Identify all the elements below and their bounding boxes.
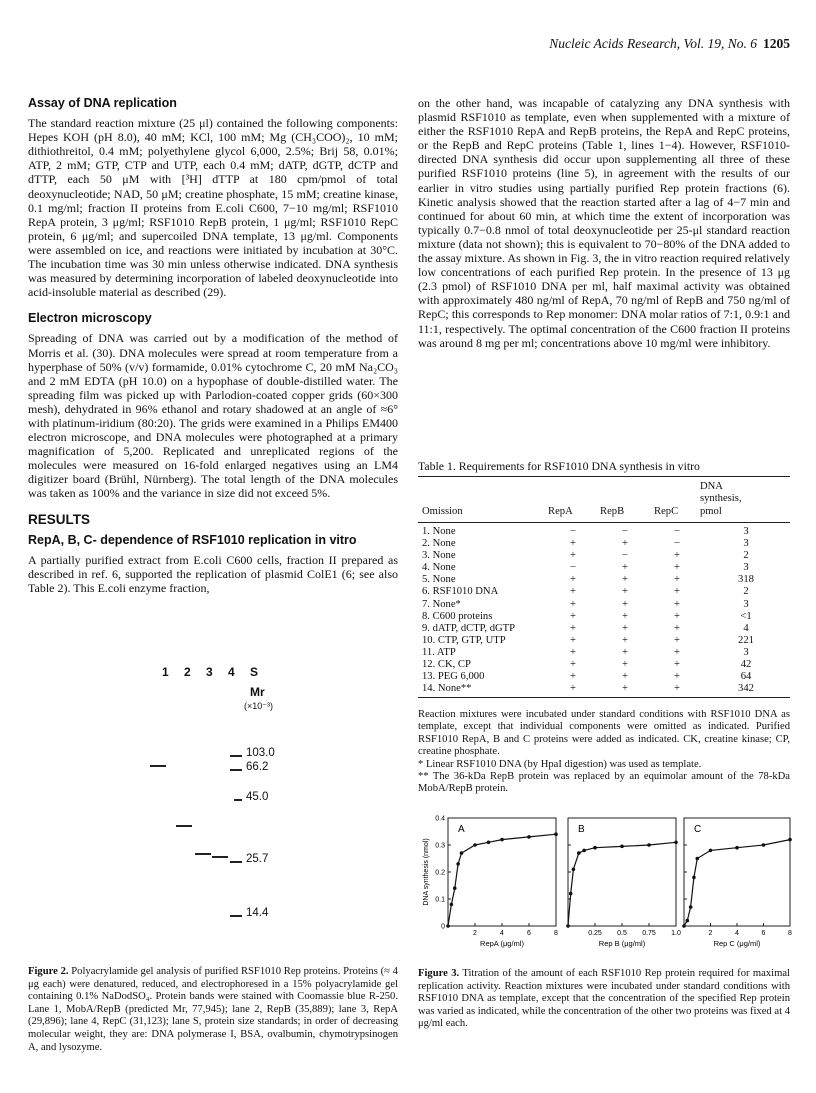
- data-point: [674, 841, 678, 845]
- table-cell: 3: [743, 598, 749, 610]
- table-row: [418, 647, 790, 659]
- data-point: [577, 851, 581, 855]
- data-point: [453, 886, 457, 890]
- table-cell: +: [674, 671, 680, 683]
- table-cell: +: [570, 598, 576, 610]
- table-cell: −: [622, 526, 628, 537]
- x-tick-label: 1.0: [671, 930, 681, 937]
- data-point: [647, 843, 651, 847]
- x-axis-label: Rep B (μg/ml): [598, 939, 646, 948]
- x-tick-label: 4: [735, 930, 739, 937]
- x-tick-label: 8: [788, 930, 792, 937]
- data-point: [695, 857, 699, 861]
- x-tick-label: 0.75: [642, 930, 656, 937]
- table-cell: +: [570, 550, 576, 562]
- marker-band-103: [230, 755, 242, 757]
- table-cell: +: [674, 683, 680, 695]
- gel-lane-labels: 1 2 3 4 S: [162, 665, 265, 679]
- table-cell: 3. None: [422, 550, 456, 562]
- table1-top-rule: [418, 476, 790, 477]
- table-cell: 5. None: [422, 574, 456, 586]
- x-tick-label: 8: [554, 930, 558, 937]
- table1: [418, 526, 790, 695]
- figure2-label: Figure 2.: [28, 966, 69, 977]
- marker-band-25: [230, 861, 242, 863]
- table-cell: 2: [743, 550, 749, 562]
- table-cell: 318: [738, 574, 754, 586]
- data-point: [788, 838, 792, 842]
- table-cell: +: [622, 683, 628, 695]
- x-tick-label: 6: [761, 930, 766, 937]
- table-cell: +: [570, 574, 576, 586]
- marker-label-25: 25.7: [246, 853, 269, 865]
- table-cell: +: [674, 634, 680, 646]
- table-cell: 11. ATP: [422, 646, 456, 658]
- table1-header-synthesis: DNA synthesis, pmol: [700, 481, 742, 517]
- gel-figure: [150, 665, 330, 935]
- table-row: [418, 683, 790, 695]
- journal-citation: Nucleic Acids Research, Vol. 19, No. 6: [549, 36, 757, 51]
- data-point: [527, 835, 531, 839]
- table-cell: +: [622, 538, 628, 550]
- table-cell: +: [570, 622, 576, 634]
- data-point: [456, 862, 460, 866]
- gel-mr-unit: (×10⁻³): [244, 701, 274, 711]
- figure2-caption: [28, 966, 398, 1054]
- figure3-label: Figure 3.: [418, 968, 460, 979]
- em-paragraph: Spreading of DNA was carried out by a modification of the method of Morris et al. (30). DNA molecules were spread at room temperature from a hyperphase of 50% (v/v) formamide, 0.01% cytochrome C, 20 mM Na₂CO₃ and 2 mM EDTA (pH 10.0) on a hypophase of double-distilled water. The spreading film was picked up with Parlodion-coated copper grids (60×300 mesh), dehydrated in 96% ethanol and rotary shadowed at an angle of ≈6° with platinum-iridium (80:20). The grids were examined in a Philips EM400 electron microscope, and DNA molecules were photographed at a primary magnification of 5,200. Replicated and unreplicated regions of the molecules were measured on 16-fold enlarged negatives using an LM4 digitizer board (Brühl, Nürnberg). The total length of the DNA molecules was taken as 100% and the variance in size did not exceed 5%.: [28, 331, 398, 501]
- assay-heading: Assay of DNA replication: [28, 96, 177, 110]
- data-point: [762, 843, 766, 847]
- figure3-chart: [418, 812, 798, 958]
- table-cell: +: [622, 598, 628, 610]
- y-tick-label: 0.4: [435, 815, 445, 823]
- table-row: [418, 526, 790, 538]
- data-point: [682, 924, 686, 928]
- table-cell: +: [570, 683, 576, 695]
- right-paragraph: on the other hand, was incapable of catalyzing any DNA synthesis with plasmid RSF1010 as template, even when supplemented with a mixture of either the RSF1010 RepA and RepB proteins, the RepA and RepC proteins, or the RepB and RepC proteins (Table 1, lines 1−4). However, RSF1010-directed DNA synthesis did occur upon supplementing all three of these purified RSF1010 proteins (line 5), in agreement with the results of our earlier in vitro studies using partially purified Rep protein fractions (6). Kinetic analysis showed that the reaction started after a lag of 4−7 min and continued for about 60 min, at which time the extent of incorporation was typically 0.7−0.8 nmol of total deoxynucleotide per 25-μl standard reaction mixture (data not shown); this is equivalent to 70−80% of the DNA added to the assay mixture. As shown in Fig. 3, the in vitro reaction required relatively low concentrations of each purified Rep protein. In the presence of 13 μg (2.3 pmol) of RSF1010 DNA per ml, half maximal activity was obtained with approximately 480 ng/ml of RepA, 70 ng/ml of RepB and 750 ng/ml of RepC; this corresponds to Rep monomer: DNA molar ratios of 7:1, 0.9:1 and 11:1, respectively. The optimal concentration of the C600 fraction II proteins was around 8 mg per ml; concentrations above 10 mg/ml were inhibitory.: [418, 96, 790, 350]
- table-cell: −: [674, 538, 680, 550]
- table-cell: +: [570, 538, 576, 550]
- table-cell: +: [622, 646, 628, 658]
- marker-label-45: 45.0: [246, 791, 269, 803]
- table1-title: Table 1. Requirements for RSF1010 DNA synthesis in vitro: [418, 459, 700, 473]
- data-point: [554, 832, 558, 836]
- table-row: [418, 671, 790, 683]
- table-row: [418, 611, 790, 623]
- x-axis-label: Rep C (μg/ml): [713, 939, 761, 948]
- table-cell: 42: [740, 659, 752, 671]
- x-tick-label: 0.5: [617, 930, 627, 937]
- data-point: [735, 846, 739, 850]
- data-point: [593, 846, 597, 850]
- table-cell: −: [570, 526, 576, 537]
- gel-band-lane2: [212, 856, 228, 858]
- data-point: [487, 841, 491, 845]
- table-cell: 342: [738, 683, 754, 695]
- table-row: [418, 550, 790, 562]
- panel-letter: A: [458, 824, 465, 835]
- table-cell: 3: [743, 538, 749, 550]
- table-cell: −: [674, 526, 680, 537]
- table-cell: +: [570, 659, 576, 671]
- x-tick-label: 2: [473, 930, 477, 937]
- marker-band-14: [230, 915, 242, 917]
- table-cell: −: [622, 550, 628, 562]
- table-cell: +: [674, 550, 680, 562]
- y-tick-label: 0: [441, 923, 445, 931]
- results-paragraph: A partially purified extract from E.coli C600 cells, fraction II prepared as described in ref. 6, supported the replication of plasmid ColE1 (6; see also Table 2). This E.coli enzyme fraction,: [28, 552, 398, 595]
- figure2-caption-text: Polyacrylamide gel analysis of purified RSF1010 Rep proteins. Proteins (≈ 4 μg each) were denatured, reduced, and electrophoresed in a 15% polyacrylamide gel containing 0.1% NaDodSO₄. Protein bands were stained with Coomassie blue R-250. Lane 1, MobA/RepB (predicted Mr, 77,945); lane 2, RepB (35,889); lane 3, RepA (29,896); lane 4, RepC (31,123); lane S, protein size standards; in order of decreasing molecular weight, they are: DNA polymerase I, BSA, ovalbumin, chymotrypsinogen A, and lysozyme.: [28, 966, 398, 1053]
- table-row: [418, 574, 790, 586]
- marker-band-66: [230, 769, 242, 771]
- table-cell: +: [622, 634, 628, 646]
- table-cell: −: [570, 562, 576, 574]
- panel-letter: B: [578, 824, 585, 835]
- y-tick-label: 0.3: [435, 842, 445, 850]
- table-cell: +: [622, 659, 628, 671]
- y-tick-label: 0.1: [435, 896, 445, 904]
- right-column: [418, 96, 790, 350]
- series-line-B: [568, 842, 676, 926]
- data-point: [709, 849, 713, 853]
- table-cell: +: [674, 646, 680, 658]
- data-point: [572, 868, 576, 872]
- em-heading: Electron microscopy: [28, 311, 152, 326]
- table-cell: +: [674, 598, 680, 610]
- data-point: [582, 849, 586, 853]
- running-header: [470, 36, 790, 52]
- data-point: [460, 851, 464, 855]
- gel-band-lane1: [150, 765, 166, 767]
- table-cell: 10. CTP, GTP, UTP: [422, 634, 506, 646]
- data-point: [692, 876, 696, 880]
- table-cell: +: [674, 562, 680, 574]
- x-tick-label: 2: [708, 930, 713, 937]
- table-cell: +: [622, 562, 628, 574]
- marker-band-45: [234, 799, 242, 801]
- table-cell: 7. None*: [422, 598, 461, 610]
- panel-letter: C: [694, 824, 702, 835]
- table-cell: +: [674, 659, 680, 671]
- table1-note-text: Reaction mixtures were incubated under standard conditions with RSF1010 DNA as template, except that individual components were omitted as indicated. Purified RSF1010 RepA, B and C proteins were added as indicated. CK, creatine kinase; CP, creatine phosphate.: [418, 709, 790, 758]
- table-cell: +: [570, 610, 576, 622]
- data-point: [450, 903, 454, 907]
- x-axis-label: RepA (μg/ml): [480, 939, 524, 948]
- table1-header: [418, 478, 790, 520]
- data-point: [686, 919, 690, 923]
- table-cell: +: [622, 610, 628, 622]
- data-point: [620, 845, 624, 849]
- series-line-C: [684, 840, 790, 926]
- series-line-A: [448, 834, 556, 926]
- table1-header-repb: RepB: [600, 506, 625, 517]
- data-point: [566, 924, 570, 928]
- y-axis-label: DNA synthesis (nmol): [423, 838, 430, 906]
- table1-header-omission: Omission: [422, 506, 463, 517]
- figure3-caption: [418, 968, 790, 1031]
- x-tick-label: 4: [500, 930, 504, 937]
- table-cell: +: [622, 574, 628, 586]
- marker-label-103: 103.0: [246, 747, 275, 759]
- left-column: [28, 96, 398, 595]
- table-cell: +: [622, 671, 628, 683]
- table-cell: 221: [738, 634, 754, 646]
- table-cell: 2. None: [422, 538, 456, 550]
- x-tick-label: 0.25: [588, 930, 602, 937]
- table-cell: 3: [743, 526, 749, 537]
- data-point: [500, 838, 504, 842]
- table-cell: <1: [740, 610, 752, 622]
- table1-header-repc: RepC: [654, 506, 679, 517]
- table-cell: 1. None: [422, 526, 456, 537]
- table-cell: 14. None**: [422, 683, 472, 695]
- table-cell: 3: [743, 646, 749, 658]
- table-cell: 2: [743, 586, 749, 598]
- table-cell: +: [570, 646, 576, 658]
- gel-band-lane3: [176, 825, 192, 827]
- data-point: [569, 892, 573, 896]
- table-cell: +: [622, 586, 628, 598]
- table-row: [418, 562, 790, 574]
- x-tick-label: 6: [527, 930, 531, 937]
- table1-header-rule: [418, 522, 790, 523]
- data-point: [689, 905, 693, 909]
- table-cell: +: [674, 586, 680, 598]
- table-cell: 6. RSF1010 DNA: [422, 586, 499, 598]
- table1-bottom-rule: [418, 697, 790, 698]
- table1-footnote-2: ** The 36-kDa RepB protein was replaced by an equimolar amount of the 78-kDa MobA/RepB protein.: [418, 771, 790, 795]
- table-cell: 13. PEG 6,000: [422, 671, 485, 683]
- table-cell: +: [674, 574, 680, 586]
- data-point: [446, 924, 450, 928]
- gel-mr-label: Mr: [250, 685, 265, 699]
- table1-header-repa: RepA: [548, 506, 573, 517]
- table-cell: +: [570, 671, 576, 683]
- table-row: [418, 599, 790, 611]
- table1-footnote-1: * Linear RSF1010 DNA (by HpaI digestion) was used as template.: [418, 758, 702, 770]
- figure3-caption-text: Titration of the amount of each RSF1010 Rep protein required for maximal replication activity. Reaction mixtures were incubated under standard conditions with RSF1010 DNA as template, except that the concentration of the specified Rep protein was varied as indicated, while the concentration of the other two proteins was fixed at 4 μg/ml each.: [418, 968, 790, 1030]
- table-cell: +: [674, 610, 680, 622]
- y-tick-label: 0.2: [435, 869, 445, 877]
- data-point: [473, 843, 477, 847]
- table-row: [418, 586, 790, 598]
- table-cell: 4. None: [422, 562, 456, 574]
- page-number: 1205: [763, 36, 790, 51]
- table-row: [418, 635, 790, 647]
- table-cell: 12. CK, CP: [422, 659, 471, 671]
- table-cell: +: [674, 622, 680, 634]
- marker-label-66: 66.2: [246, 761, 269, 773]
- table-cell: 4: [743, 622, 749, 634]
- table-row: [418, 659, 790, 671]
- gel-band-lane4: [195, 853, 211, 855]
- marker-label-14: 14.4: [246, 907, 269, 919]
- table-cell: 9. dATP, dCTP, dGTP: [422, 622, 516, 634]
- table1-note: [418, 709, 790, 796]
- table-cell: +: [570, 634, 576, 646]
- results-subheading: RepA, B, C- dependence of RSF1010 replication in vitro: [28, 532, 357, 547]
- table-row: [418, 623, 790, 635]
- table-cell: 64: [740, 671, 752, 683]
- table-cell: 3: [743, 562, 749, 574]
- results-heading: RESULTS: [28, 511, 91, 527]
- table-cell: +: [570, 586, 576, 598]
- table-cell: 8. C600 proteins: [422, 610, 493, 622]
- table-cell: +: [622, 622, 628, 634]
- table-row: [418, 538, 790, 550]
- assay-paragraph: The standard reaction mixture (25 μl) contained the following components: Hepes KOH (pH 8.0), 40 mM; KCl, 100 mM; Mg (CH₃COO)₂, 10 mM; dithiothreitol, 0.4 mM; polyethylene glycol 6,000, 2.5%; Brij 58, 0.01%; ATP, 2 mM; GTP, CTP and UTP, each 0.4 mM; dATP, dGTP, dCTP and dTTP, each 50 μM with [³H] dTTP at 180 cpm/pmol of total deoxynucleotide; NAD, 50 μM; creatine phosphate, 15 mM; creatine kinase, 0.1 mg/ml; fraction II proteins from E.coli C600, 7−10 mg/ml; RSF1010 RepA protein, 3 μg/ml; RSF1010 RepB protein, 1 μg/ml; RSF1010 RepC protein, 6 μg/ml; and supercoiled DNA template, 13 μg/ml. Components were assembled on ice, and reactions were initiated by incubation at 30°C. The incubation time was 30 min unless otherwise indicated. DNA synthesis was measured by determining incorporation of labeled deoxynucleotide into acid-insoluble material as described (29).: [28, 116, 398, 300]
